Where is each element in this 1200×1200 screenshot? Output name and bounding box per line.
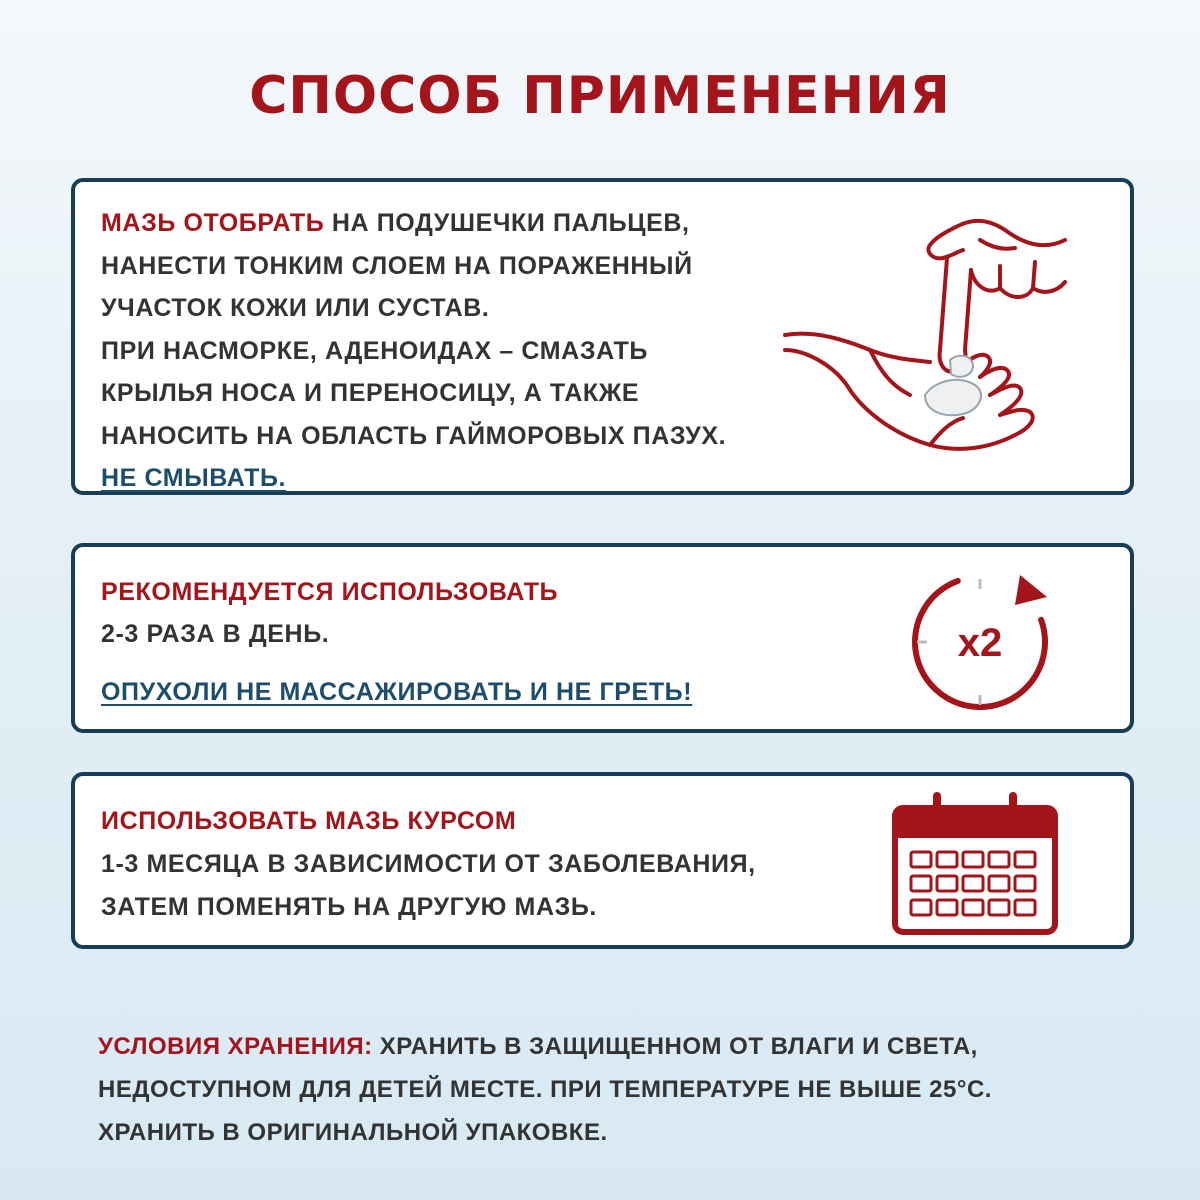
text-line [98,1025,992,1068]
warning-line [101,677,692,707]
frequency-value: 2-3 РАЗА В ДЕНЬ. [101,620,330,648]
repeat-x2-icon [905,567,1055,717]
calendar-icon [891,788,1059,936]
application-card [71,178,1134,495]
text-line: ХРАНИТЬ В ОРИГИНАЛЬНОЙ УПАКОВКЕ. [98,1119,608,1146]
application-text [101,202,726,500]
text-line: ЗАТЕМ ПОМЕНЯТЬ НА ДРУГУЮ МАЗЬ. [101,893,597,921]
text-line: НАНЕСТИ ТОНКИМ СЛОЕМ НА ПОРАЖЕННЫЙ [101,251,693,280]
lead-phrase: МАЗЬ ОТОБРАТЬ [101,209,325,237]
x2-label: x2 [957,621,1003,665]
warning-line [101,457,726,500]
text-line: УЧАСТОК КОЖИ ИЛИ СУСТАВ. [101,294,490,322]
storage-conditions [98,1025,992,1154]
text-line [101,202,726,245]
text-line: ПРИ НАСМОРКЕ, АДЕНОИДАХ – СМАЗАТЬ [101,336,648,365]
course-card [71,772,1134,949]
frequency-lead: РЕКОМЕНДУЕТСЯ ИСПОЛЬЗОВАТЬ [101,578,559,606]
page-title: СПОСОБ ПРИМЕНЕНИЯ [249,66,951,126]
text-line: КРЫЛЬЯ НОСА И ПЕРЕНОСИЦУ, А ТАКЖЕ [101,379,640,407]
text-line: НЕДОСТУПНОМ ДЛЯ ДЕТЕЙ МЕСТЕ. ПРИ ТЕМПЕРАТУРЕ НЕ ВЫШЕ 25°С. [98,1076,992,1103]
course-lead: ИСПОЛЬЗОВАТЬ МАЗЬ КУРСОМ [101,807,517,835]
text-line: 1-3 МЕСЯЦА В ЗАВИСИМОСТИ ОТ ЗАБОЛЕВАНИЯ, [101,850,756,878]
lead-rest: НА ПОДУШЕЧКИ ПАЛЬЦЕВ, [324,209,690,237]
hand-applying-ointment-icon [775,200,1075,480]
do-not-wash-warning: НЕ СМЫВАТЬ. [101,464,287,492]
storage-rest: ХРАНИТЬ В ЗАЩИЩЕННОМ ОТ ВЛАГИ И СВЕТА, [372,1033,978,1060]
storage-label: УСЛОВИЯ ХРАНЕНИЯ: [98,1033,373,1060]
frequency-card [71,543,1134,733]
no-massage-warning: ОПУХОЛИ НЕ МАССАЖИРОВАТЬ И НЕ ГРЕТЬ! [101,678,693,706]
text-line: НАНОСИТЬ НА ОБЛАСТЬ ГАЙМОРОВЫХ ПАЗУХ. [101,421,727,450]
